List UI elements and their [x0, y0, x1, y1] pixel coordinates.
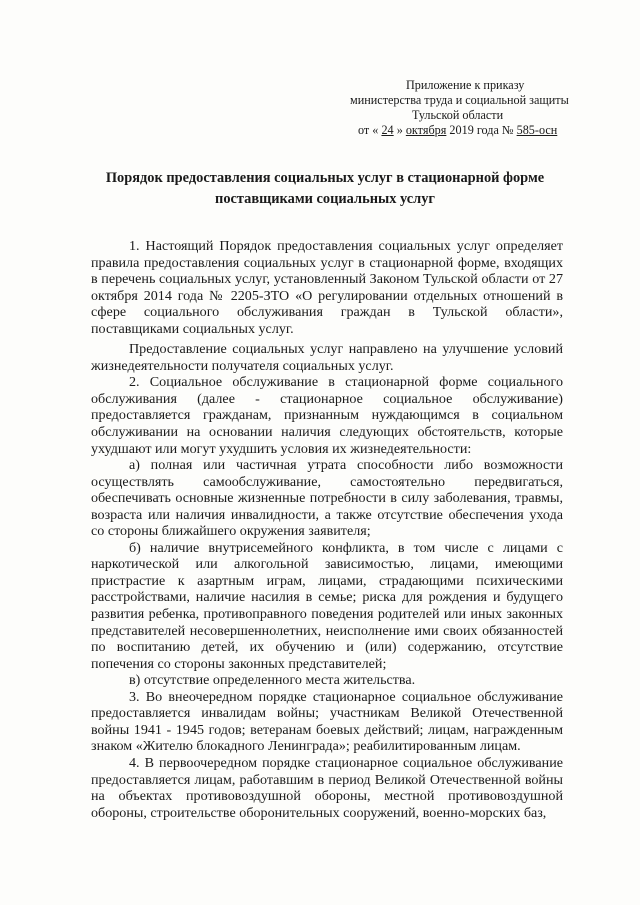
appendix-date-line	[340, 123, 590, 138]
appendix-line: министерства труда и социальной защиты	[350, 93, 569, 107]
appendix-header	[340, 78, 590, 138]
date-month: октября	[405, 123, 447, 137]
paragraph: в) отсутствие определенного места жительства.	[129, 672, 416, 689]
appendix-line: Приложение к приказу	[406, 78, 525, 92]
document-body	[91, 238, 563, 821]
title-line: поставщиками социальных услуг	[215, 191, 435, 207]
date-year: 2019 года №	[449, 123, 514, 137]
paragraph: Предоставление социальных услуг направлено на улучшение условий жизнедеятельности получателя социальных услуг.	[91, 341, 563, 374]
date-prefix: от «	[358, 123, 379, 137]
paragraph: 1. Настоящий Порядок предоставления социальных услуг определяет правила предоставления социальных услуг в стационарной форме, входящих в перечень социальных услуг, установленный Законом Тульской области от 27 октября 2014 года № 2205-ЗТО «О регулировании отдельных отношений в сфере социального обслуживания граждан в Тульской области», поставщиками социальных услуг.	[91, 238, 563, 337]
appendix-line: Тульской области	[412, 108, 504, 122]
date-day: 24	[381, 123, 394, 137]
paragraph: б) наличие внутрисемейного конфликта, в том числе с лицами с наркотической или алкогольной зависимостью, лицами, имеющими пристрастие к азартным играм, лицами, страдающими психическими расстройствами, наличие насилия в семье; риска для рождения и будущего развития ребенка, противоправного поведения родителей или иных законных представителей несовершеннолетних, неисполнение ими своих обязанностей по воспитанию детей, их обучению и (или) содержанию, отсутствие попечения со стороны законных представителей;	[91, 539, 563, 672]
paragraph: 2. Социальное обслуживание в стационарной форме социального обслуживания (далее - стационарное социальное обслуживание) предоставляется гражданам, признанным нуждающимся в социальном обслуживании на основании наличия следующих обстоятельств, которые ухудшают или могут ухудшить условия их жизнедеятельности:	[91, 374, 563, 457]
date-mid: »	[396, 123, 403, 137]
paragraph: 3. Во внеочередном порядке стационарное социальное обслуживание предоставляется инвалидам войны; участникам Великой Отечественной войны 1941 - 1945 годов; ветеранам боевых действий; лицам, награжденным знаком «Жителю блокадного Ленинграда»; реабилитированным лицам.	[91, 688, 563, 755]
document-title	[90, 168, 560, 210]
title-line: Порядок предоставления социальных услуг в стационарной форме	[105, 170, 545, 186]
order-number: 585-осн	[516, 123, 558, 137]
paragraph: 4. В первоочередном порядке стационарное социальное обслуживание предоставляется лицам, работавшим в период Великой Отечественной войны на объектах противовоздушной обороны, местной противовоздушной обороны, строительстве оборонительных сооружений, военно-морских баз,	[91, 754, 563, 821]
paragraph: а) полная или частичная утрата способности либо возможности осуществлять самообслуживание, самостоятельно передвигаться, обеспечивать основные жизненные потребности в силу заболевания, травмы, возраста или наличия инвалидности, а также отсутствие обеспечения ухода со стороны ближайшего окружения заявителя;	[91, 457, 563, 540]
